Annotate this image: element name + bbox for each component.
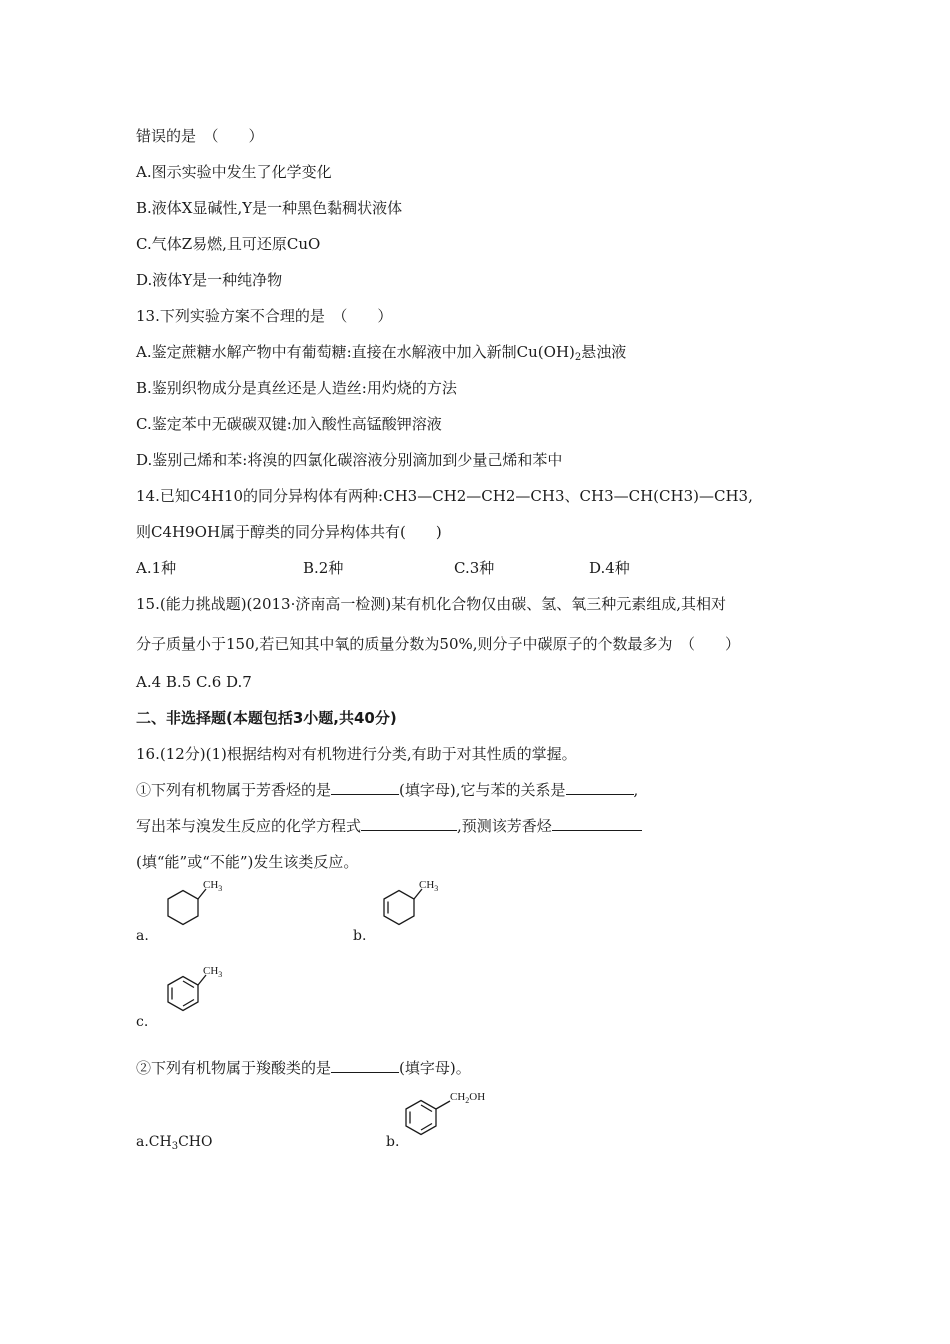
q16-part1-text-b: (填字母),它与苯的关系是 (399, 781, 566, 799)
q16-part2-line (136, 1058, 471, 1078)
q14-option-b: B.2种 (303, 559, 344, 577)
q12-stem-tail: 错误的是 （ ） (136, 127, 264, 145)
q16-part2-text-b: (填字母)。 (399, 1059, 471, 1077)
q13-stem: 13.下列实验方案不合理的是 （ ） (136, 307, 393, 325)
structure-c-label: c. (136, 1014, 149, 1030)
q15-line2: 分子质量小于150,若已知其中氧的质量分数为50%,则分子中碳原子的个数最多为 （ ） (136, 635, 741, 653)
q16-part1-text-d: 写出苯与溴发生反应的化学方程式 (136, 817, 362, 835)
q16-stem: 16.(12分)(1)根据结构对有机物进行分类,有助于对其性质的掌握。 (136, 745, 577, 763)
structure-a-label: a. (136, 928, 149, 944)
answer-blank-5[interactable] (331, 1058, 399, 1073)
methylcyclohexene-structure (364, 878, 444, 948)
q12-option-d: D.液体Y是一种纯净物 (136, 271, 283, 289)
answer-blank-1[interactable] (331, 780, 399, 795)
structure-b-label: b. (353, 928, 367, 944)
q16-part1-line2 (136, 816, 642, 836)
q16-part1-line1 (136, 780, 638, 800)
q12-option-c: C.气体Z易燃,且可还原CuO (136, 235, 321, 253)
q12-option-a: A.图示实验中发生了化学变化 (136, 163, 332, 181)
ch2oh-label: $CH_2OH$ (450, 1091, 486, 1105)
q14-stem-line1: 14.已知C4H10的同分异构体有两种:CH3—CH2—CH2—CH3、CH3—CH(CH3)—CH3, (136, 487, 753, 505)
q13-option-a (136, 342, 626, 365)
answer-blank-3[interactable] (361, 816, 457, 831)
ch3-label-c: $CH_3$ (203, 965, 223, 979)
ch3-label-a: $CH_3$ (203, 879, 223, 893)
q16-part1-text-c: , (633, 781, 639, 799)
compound-a-label: $a.CH_3CHO$ (136, 1134, 213, 1152)
q13-option-a-subscript: 2 (574, 352, 582, 363)
q12-option-b: B.液体X显碱性,Y是一种黑色黏稠状液体 (136, 199, 403, 217)
q16-part2-text-a: ②下列有机物属于羧酸类的是 (136, 1059, 332, 1077)
section-heading: 二、非选择题(本题包括3小题,共40分) (136, 709, 397, 727)
ch3-label-b: $CH_3$ (419, 879, 439, 893)
q13-option-d: D.鉴别己烯和苯:将溴的四氯化碳溶液分别滴加到少量己烯和苯中 (136, 451, 563, 469)
benzyl-alcohol-structure (396, 1086, 506, 1156)
q16-part1-text-e: ,预测该芳香烃 (457, 817, 552, 835)
q16-part1-text-a: ①下列有机物属于芳香烃的是 (136, 781, 332, 799)
q15-options: A.4 B.5 C.6 D.7 (136, 673, 252, 691)
q16-part1-line3: (填“能”或“不能”)发生该类反应。 (136, 853, 359, 871)
compound-b-label: b. (386, 1134, 400, 1150)
q13-option-a-tail: 悬浊液 (581, 343, 627, 361)
q13-option-b: B.鉴别织物成分是真丝还是人造丝:用灼烧的方法 (136, 379, 457, 397)
methylcyclohexane-structure (148, 878, 228, 948)
q14-option-a: A.1种 (136, 559, 177, 577)
q15-line1: 15.(能力挑战题)(2013·济南高一检测)某有机化合物仅由碳、氢、氧三种元素组成,其相对 (136, 595, 726, 613)
answer-blank-2[interactable] (566, 780, 634, 795)
answer-blank-4[interactable] (552, 816, 642, 831)
q14-option-c: C.3种 (454, 559, 495, 577)
q14-stem-line2: 则C4H9OH属于醇类的同分异构体共有( ) (136, 523, 442, 541)
q14-option-d: D.4种 (589, 559, 630, 577)
q13-option-a-text: A.鉴定蔗糖水解产物中有葡萄糖:直接在水解液中加入新制Cu(OH) (136, 343, 575, 361)
q13-option-c: C.鉴定苯中无碳碳双键:加入酸性高锰酸钾溶液 (136, 415, 442, 433)
toluene-structure (148, 964, 228, 1034)
